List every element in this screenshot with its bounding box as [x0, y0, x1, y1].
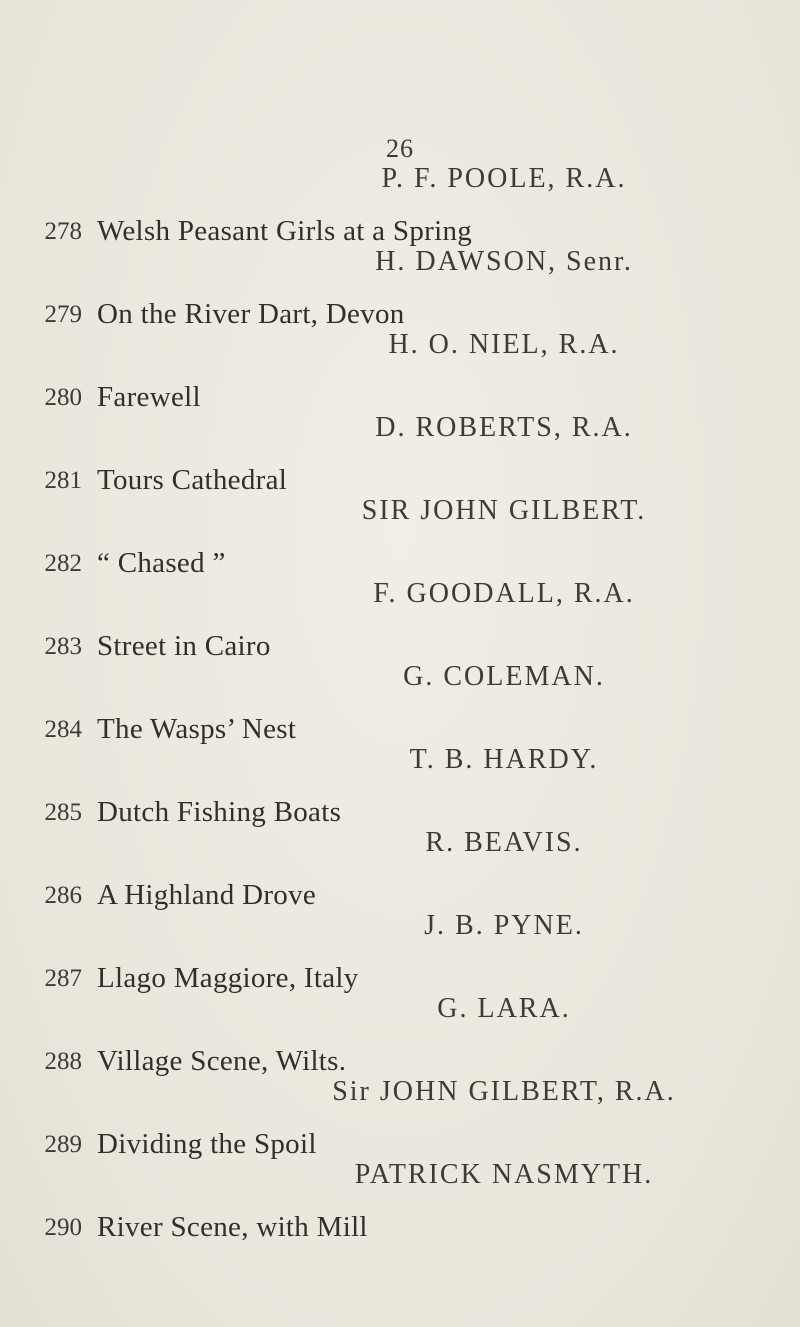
painting-title: Llago Maggiore, Italy [97, 962, 359, 994]
painting-title: Tours Cathedral [97, 464, 288, 496]
painting-title: “ Chased ” [97, 547, 226, 579]
page-number: 26 [386, 134, 414, 163]
painting-title: Farewell [97, 381, 201, 413]
lot-number: 281 [44, 467, 82, 494]
lot-number: 290 [44, 1214, 82, 1241]
artist-name: SIR JOHN GILBERT. [361, 495, 647, 526]
lot-number: 280 [44, 384, 82, 411]
painting-title: On the River Dart, Devon [97, 298, 405, 330]
artist-name: G. LARA. [437, 993, 571, 1024]
painting-title: Village Scene, Wilts. [97, 1045, 347, 1077]
painting-title: A Highland Drove [97, 879, 317, 911]
artist-name: R. BEAVIS. [425, 827, 583, 858]
painting-title: Street in Cairo [97, 630, 271, 662]
lot-number: 279 [44, 301, 82, 328]
lot-number: 283 [44, 633, 82, 660]
painting-title: Welsh Peasant Girls at a Spring [97, 215, 473, 247]
artist-name: PATRICK NASMYTH. [354, 1159, 654, 1190]
painting-title: The Wasps’ Nest [97, 713, 297, 745]
lot-number: 286 [44, 882, 82, 909]
lot-number: 285 [44, 799, 82, 826]
artist-name: H. O. NIEL, R.A. [388, 329, 620, 360]
lot-number: 287 [44, 965, 82, 992]
artist-name: Sir JOHN GILBERT, R.A. [332, 1076, 676, 1107]
artist-name: G. COLEMAN. [403, 661, 605, 692]
painting-title: Dividing the Spoil [97, 1128, 317, 1160]
artist-name: T. B. HARDY. [409, 744, 599, 775]
lot-number: 282 [44, 550, 82, 577]
artist-name: H. DAWSON, Senr. [375, 246, 633, 277]
lot-number: 278 [44, 218, 82, 245]
lot-number: 289 [44, 1131, 82, 1158]
artist-name: F. GOODALL, R.A. [373, 578, 635, 609]
painting-title: Dutch Fishing Boats [97, 796, 342, 828]
artist-name: D. ROBERTS, R.A. [375, 412, 633, 443]
artist-name: J. B. PYNE. [424, 910, 584, 941]
lot-number: 284 [44, 716, 82, 743]
painting-title: River Scene, with Mill [97, 1211, 368, 1243]
lot-number: 288 [44, 1048, 82, 1075]
artist-name: P. F. POOLE, R.A. [381, 163, 627, 194]
